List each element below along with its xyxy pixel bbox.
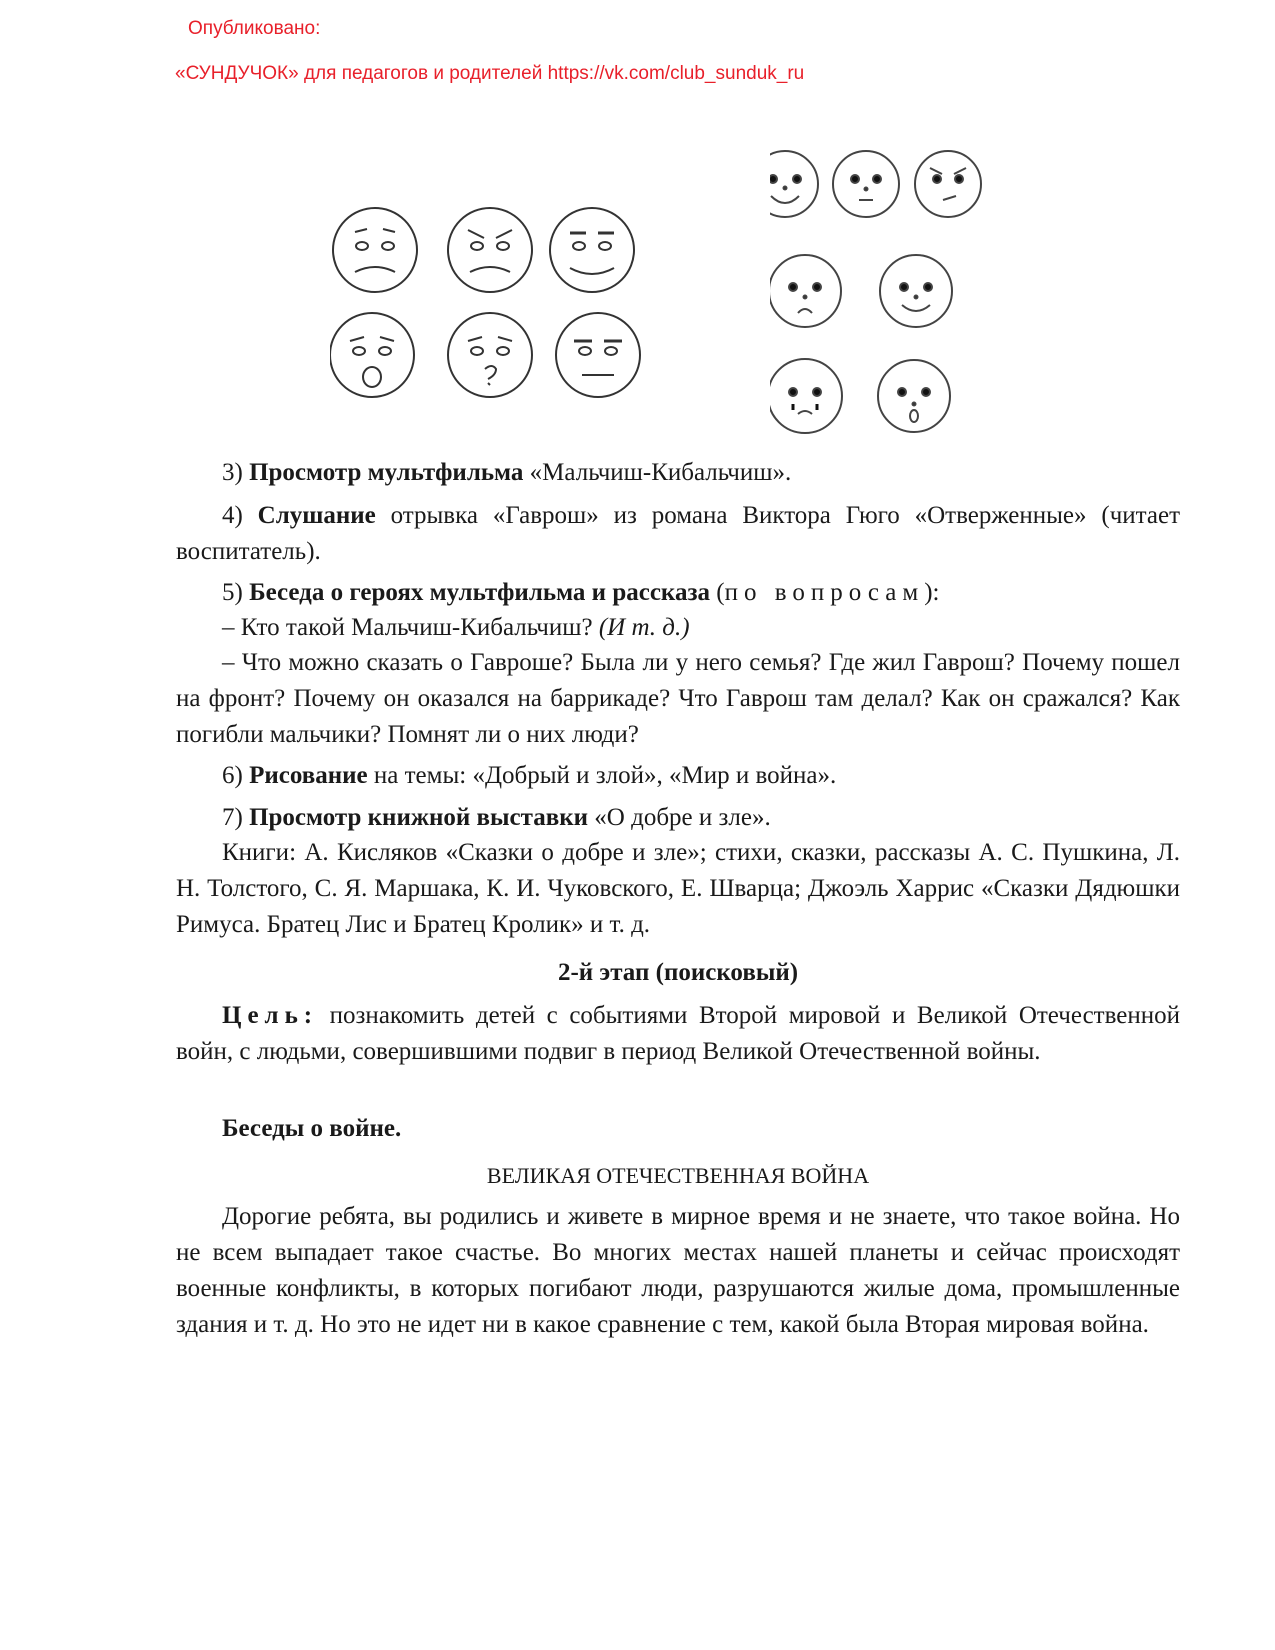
question-1: [176, 610, 1180, 646]
goal-label: Цель:: [222, 1002, 319, 1029]
item-heading: Рисование: [249, 762, 368, 789]
spaced-text: по вопросам: [724, 579, 925, 606]
item-heading: Беседа о героях мультфильма и рассказа: [249, 579, 711, 606]
stage-title-text: 2-й этап (поисковый): [557, 959, 799, 986]
item-5: [176, 575, 1180, 611]
item-heading: Просмотр книжной выставки: [249, 804, 589, 831]
item-number: 3): [222, 459, 243, 486]
crying-face-icon: [770, 359, 842, 433]
item-3: [176, 455, 1180, 491]
stage-2-goal: [176, 998, 1180, 1070]
emotion-faces-illustration-left: [330, 200, 670, 420]
war-paragraph: Дорогие ребята, вы родились и живете в мирное время и не знаете, что такое война. Но не всем выпадает такое счастье. Во многих местах нашей планеты и сейчас происходят военные конфликты, в которых погибают люди, разрушаются жилые дома, промышленные здания и т. д. Но это не идет ни в какое сравнение с тем, какой была Вторая мировая война.: [176, 1203, 1180, 1338]
published-label: Опубликовано:: [188, 18, 321, 39]
angry-face-icon: [915, 151, 981, 217]
item-7: [176, 800, 1180, 836]
item-heading: Просмотр мультфильма: [249, 459, 524, 486]
item-number: 6): [222, 762, 243, 789]
item-text: отрывка «Гаврош» из романа Виктора Гюго «Отверженные» (читает воспитатель).: [176, 502, 1180, 565]
question-etc: (И т. д.): [598, 614, 690, 641]
question-text: – Кто такой Мальчиш-Кибальчиш?: [222, 614, 599, 641]
books-list: Книги: А. Кисляков «Сказки о добре и зле»; стихи, сказки, рассказы А. С. Пушкина, Л. Н. Толстого, С. Я. Маршака, К. И. Чуковского, Е. Шварца; Джоэль Харрис «Сказки Дядюшки Римуса. Братец Лис и Братец Кролик» и т. д.: [176, 839, 1180, 938]
goal-text: познакомить детей с событиями Второй мировой и Великой Отечественной войн, с людьми, совершившими подвиг в период Великой Отечественной войны.: [176, 1002, 1180, 1065]
surprised-face-icon: [330, 313, 414, 397]
item-number: 5): [222, 579, 243, 606]
item-number: 4): [222, 502, 243, 529]
sad-face-icon: [770, 255, 841, 327]
paren-close: ):: [924, 579, 940, 606]
joyful-face-icon: [770, 151, 818, 217]
section-title: ВЕЛИКАЯ ОТЕЧЕСТВЕННАЯ ВОЙНА: [486, 1163, 870, 1188]
neutral-face-icon: [556, 313, 640, 397]
confused-face-icon: [448, 313, 532, 397]
calm-face-icon: [833, 151, 899, 217]
talks-heading: [176, 1111, 1180, 1147]
paren-open: (: [710, 579, 725, 606]
sad-face-icon: [333, 208, 417, 292]
angry-face-icon: [448, 208, 532, 292]
happy-face-icon: [880, 255, 952, 327]
question-2: – Что можно сказать о Гавроше? Была ли у него семья? Где жил Гаврош? Почему пошел на фронт? Почему он оказался на баррикаде? Что Гаврош там делал? Как он сражался? Как погибли мальчики? Помнят ли о них люди?: [176, 649, 1180, 748]
happy-face-icon: [550, 208, 634, 292]
emotion-faces-illustration-right: [770, 148, 1030, 448]
item-text: «О добре и зле».: [588, 804, 771, 831]
talks-heading-text: Беседы о войне.: [222, 1115, 402, 1142]
item-text: на темы: «Добрый и злой», «Мир и война».: [367, 762, 837, 789]
stage-2-title: [176, 955, 1180, 991]
item-number: 7): [222, 804, 243, 831]
item-6: [176, 758, 1180, 794]
publisher-link[interactable]: «СУНДУЧОК» для педагогов и родителей https://vk.com/club_sunduk_ru: [175, 63, 805, 84]
scared-face-icon: [878, 360, 950, 432]
item-text: «Мальчиш-Кибальчиш».: [523, 459, 792, 486]
item-heading: Слушание: [257, 502, 376, 529]
item-4: [176, 498, 1180, 570]
